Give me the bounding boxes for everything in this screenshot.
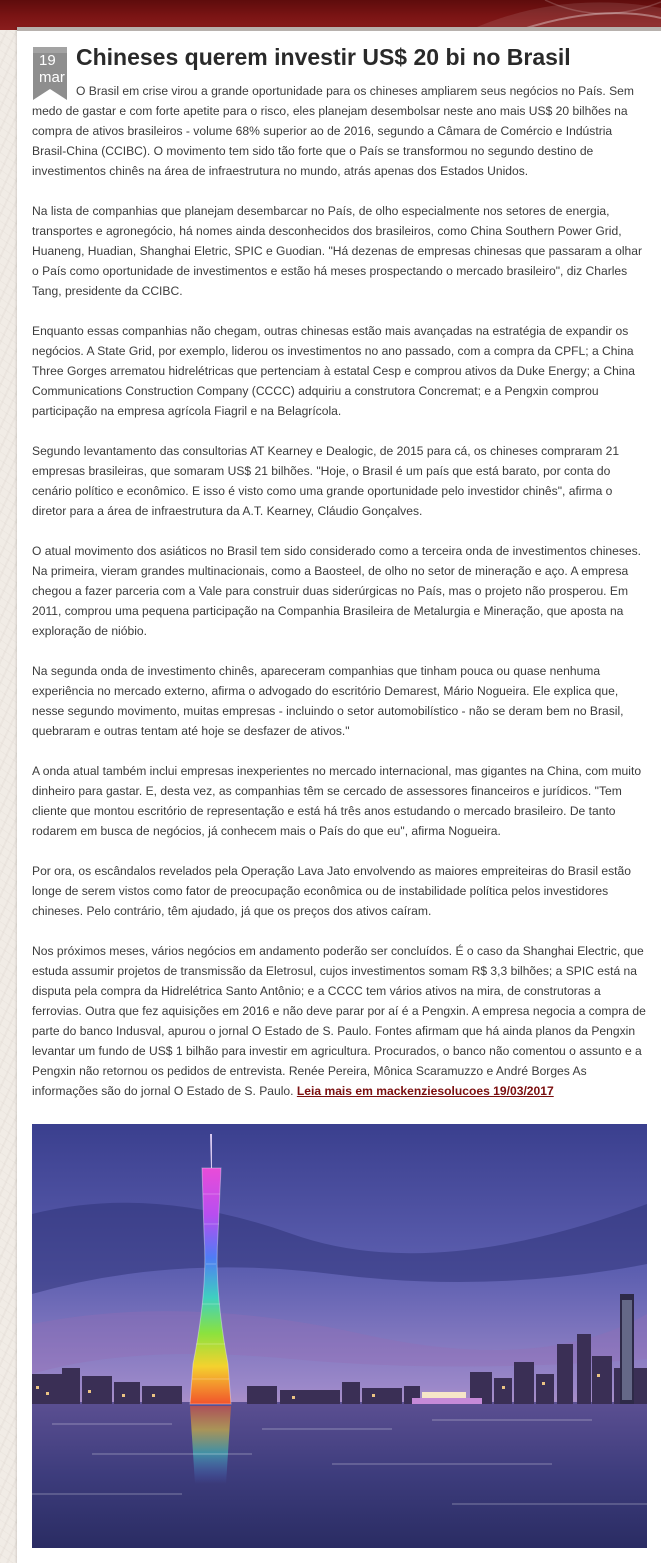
post-image <box>32 1124 647 1548</box>
paragraph: Por ora, os escândalos revelados pela Operação Lava Jato envolvendo as maiores empreiteiras do Brasil estão longe de serem vistos como fator de preocupação econômica ou de instabilidade política pelos investidores chineses. Pelo contrário, têm ajudado, já que os preços dos ativos caíram. <box>32 864 631 918</box>
city-tower-photo <box>32 1124 647 1548</box>
last-paragraph <box>32 941 648 1101</box>
banner-decoration <box>0 0 661 30</box>
last-paragraph-text: Nos próximos meses, vários negócios em andamento poderão ser concluídos. É o caso da Shanghai Electric, que estuda assumir projetos de transmissão da Eletrosul, cujos investimentos somam R$ 3,3 bilhões; a SPIC está na disputa pela compra da Hidrelétrica Santo Antônio; e a CCCC tem vários ativos na mira, de construtoras a ferrovias. Outra que fez aquisições em 2016 e não deve parar por aí é a Pengxin. A empresa negocia a compra de parte do banco Indusval, apurou o jornal O Estado de S. Paulo. Fontes afirmam que há ainda planos da Pengxin levantar um fundo de US$ 1 bilhão para investir em agricultura. Procurados, o banco não comentou o assunto e a Pengxin não retornou os pedidos de entrevista. Renée Pereira, Mônica Scaramuzzo e André Borges As informações são do jornal O Estado de S. Paulo. <box>32 944 646 1098</box>
post-body <box>32 81 648 1101</box>
paragraph: Na segunda onda de investimento chinês, apareceram companhias que tinham pouca ou quase nenhuma experiência no mercado externo, afirma o advogado do escritório Demarest, Mário Nogueira. Ele explica que, nesse segundo movimento, muitas empresas - incluindo o setor automobilístico - não se deram bem no Brasil, quebraram e outras tentam até hoje se desfazer de ativos." <box>32 664 624 738</box>
date-month: mar <box>39 69 65 86</box>
paragraph: A onda atual também inclui empresas inexperientes no mercado internacional, mas gigantes na China, com muito dinheiro para gastar. E, desta vez, as companhias têm se cercado de assessores financeiros e jurídicos. "Tem cliente que montou escritório de representação e está há três anos estudando o mercado brasileiro. De tanto rodarem em busca de negócios, já conhecem mais o País do que eu", afirma Nogueira. <box>32 764 642 838</box>
paragraph: Enquanto essas companhias não chegam, outras chinesas estão mais avançadas na estratégia de expandir os negócios. A State Grid, por exemplo, liderou os investimentos no ano passado, com a compra da CPFL; a China Three Gorges arrematou hidrelétricas que pertenciam à estatal Cesp e comprou ativos da Duke Energy; a China Communications Construction Company (CCCC) adquiriu a construtora Concremat; e a Pengxin comprou participação na empresa agrícola Fiagril e na Belagrícola. <box>32 324 635 418</box>
read-more-link[interactable]: Leia mais em mackenziesolucoes 19/03/2017 <box>296 1084 554 1098</box>
paragraph: O Brasil em crise virou a grande oportunidade para os chineses ampliarem seus negócios no País. Sem medo de gastar e com forte apetite para o risco, eles planejam desembolsar neste ano mais US$ 20 bilhões na compra de ativos brasileiros - volume 68% superior ao de 2016, segundo a Câmara de Comércio e Indústria Brasil-China (CCIBC). O movimento tem sido tão forte que o País se transformou no segundo destino de investimentos chinês na área de infraestrutura no mundo, atrás apenas dos Estados Unidos. <box>32 84 634 178</box>
post-title[interactable]: Chineses querem investir US$ 20 bi no Brasil <box>76 44 571 70</box>
date-day: 19 <box>39 52 56 69</box>
header-banner <box>0 0 661 30</box>
paragraph: O atual movimento dos asiáticos no Brasil tem sido considerado como a terceira onda de investimentos chineses. Na primeira, vieram grandes multinacionais, como a Baosteel, de olho no setor de mineração e aço. A empresa chegou a fazer parceria com a Vale para construir duas siderúrgicas no País, mas o projeto não prosperou. Em 2011, comprou uma pequena participação na Companhia Brasileira de Metalurgia e Mineração, que aposta na exploração de nióbio. <box>32 544 642 638</box>
paragraph: Na lista de companhias que planejam desembarcar no País, de olho especialmente nos setores de energia, transportes e agronegócio, há nomes ainda desconhecidos dos brasileiros, como China Southern Power Grid, Huaneng, Huadian, Shanghai Eletric, SPIC e Guodian. "Há dezenas de empresas chinesas que passaram a olhar o País como oportunidade de investimentos e estão há meses prospectando o mercado brasileiro", diz Charles Tang, presidente da CCIBC. <box>32 204 643 298</box>
paragraph: Segundo levantamento das consultorias AT Kearney e Dealogic, de 2015 para cá, os chineses compraram 21 empresas brasileiras, que somaram US$ 21 bilhões. "Hoje, o Brasil é um país que está barato, por conta do cenário político e econômico. E isso é visto como uma grande oportunidade pelo investidor chinês", afirma o diretor para a área de infraestrutura da A.T. Kearney, Cláudio Gonçalves. <box>32 444 620 518</box>
